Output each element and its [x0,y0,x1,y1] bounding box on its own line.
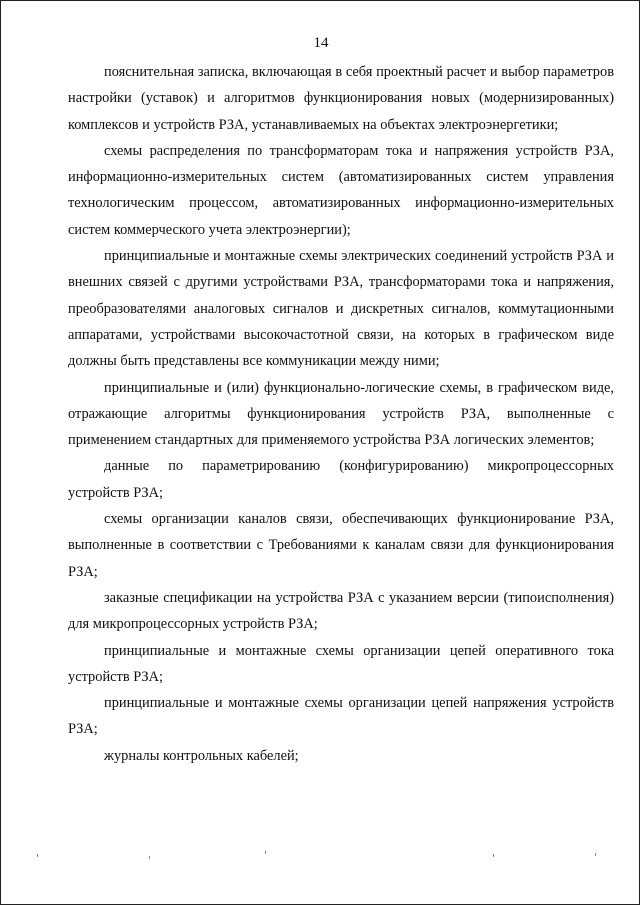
paragraph-voltage-circuits: принципиальные и монтажные схемы организации цепей напряжения устройств РЗА; [68,695,614,738]
page-number: 14 [313,35,329,51]
paragraph-logic-schemes: принципиальные и (или) функционально-логические схемы, в графическом виде, отражающие алгоритмы функционирования устройств РЗА, выполненные с применением стандартных для применяемого устройства РЗА логических элементов; [68,379,614,449]
paragraph-connection-schemes: принципиальные и монтажные схемы электрических соединений устройств РЗА и внешних связей с другими устройствами РЗА, трансформаторами тока и напряжения, преобразователями аналоговых сигналов и дискретных сигналов, коммутационными аппаратами, устройствами высокочастотной связи, на которых в графическом виде должны быть представлены все коммуникации между ними; [68,248,614,370]
paragraph-distribution-schemes: схемы распределения по трансформаторам тока и напряжения устройств РЗА, информационно-измерительных систем (автоматизированных систем управления технологическим процессом, автоматизированных информационно-измерительных систем коммерческого учета электроэнергии); [68,142,614,238]
scan-artifact [149,856,150,859]
paragraph-order-specifications: заказные спецификации на устройства РЗА с указанием версии (типоисполнения) для микропроцессорных устройств РЗА; [68,589,614,633]
scan-artifact [493,854,494,857]
scan-artifact [265,851,266,854]
paragraph-communication-channels: схемы организации каналов связи, обеспечивающих функционирование РЗА, выполненные в соответствии с Требованиями к каналам связи для функционирования РЗА; [68,511,614,580]
paragraph-explanatory-note: пояснительная записка, включающая в себя проектный расчет и выбор параметров настройки (уставок) и алгоритмов функционирования новых (модернизированных) комплексов и устройств РЗА, устанавливаемых на объектах электроэнергетики; [68,64,614,133]
scan-artifact [595,853,596,856]
page-body [68,59,614,769]
paragraph-configuration-data: данные по параметрированию (конфигурированию) микропроцессорных устройств РЗА; [68,458,614,501]
scan-artifact [37,854,38,857]
paragraph-dc-circuits: принципиальные и монтажные схемы организации цепей оперативного тока устройств РЗА; [68,642,614,685]
paragraph-cable-logs: журналы контрольных кабелей; [104,747,299,764]
